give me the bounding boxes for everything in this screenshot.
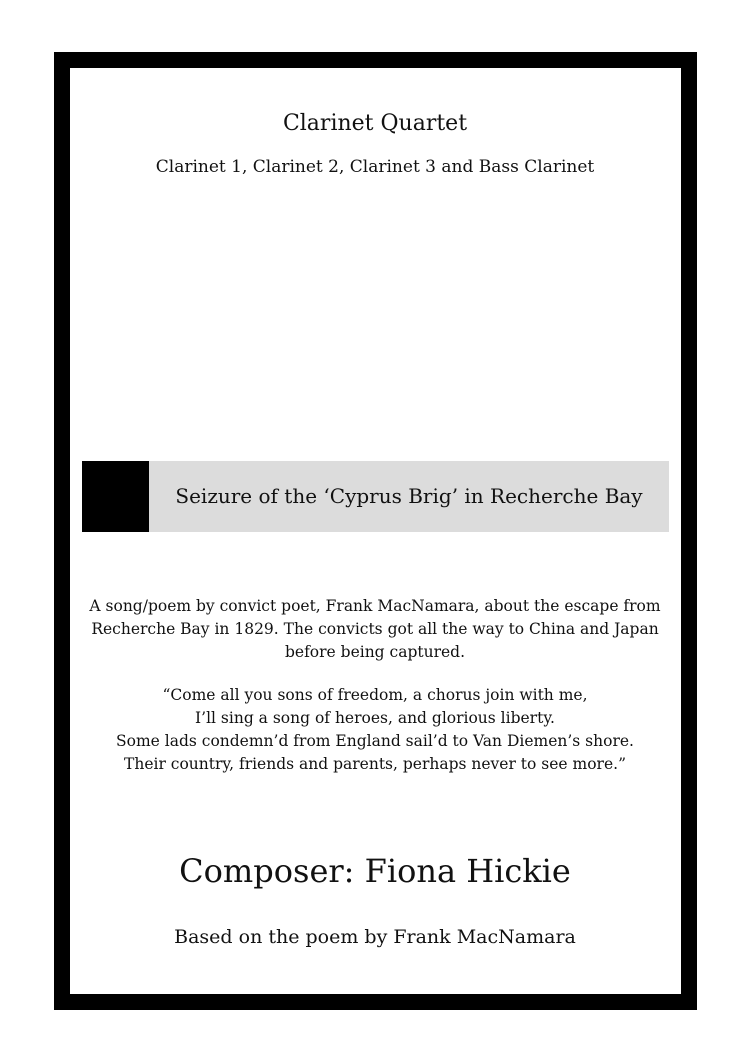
ensemble-heading: Clarinet Quartet	[282, 111, 468, 136]
verse-line: Their country, friends and parents, perhaps never to see more.”	[124, 755, 626, 773]
piece-title: Seizure of the ‘Cyprus Brig’ in Recherche Bay	[175, 484, 643, 508]
description: A song/poem by convict poet, Frank MacNamara, about the escape from Recherche Bay in 1829. The convicts got all the way to China and Japan before being captured.	[89, 597, 661, 661]
instrumentation: Clarinet 1, Clarinet 2, Clarinet 3 and Bass Clarinet	[155, 157, 595, 177]
composer-credit: Composer: Fiona Hickie	[179, 852, 571, 890]
title-banner-accent	[82, 461, 149, 532]
verse-line: Some lads condemn’d from England sail’d to Van Diemen’s shore.	[116, 732, 634, 750]
source-credit: Based on the poem by Frank MacNamara	[174, 926, 576, 948]
verse-line: I’ll sing a song of heroes, and glorious liberty.	[195, 709, 555, 727]
verse-line: “Come all you sons of freedom, a chorus join with me,	[162, 686, 588, 704]
verse-quote	[80, 684, 670, 776]
title-banner	[82, 461, 669, 532]
